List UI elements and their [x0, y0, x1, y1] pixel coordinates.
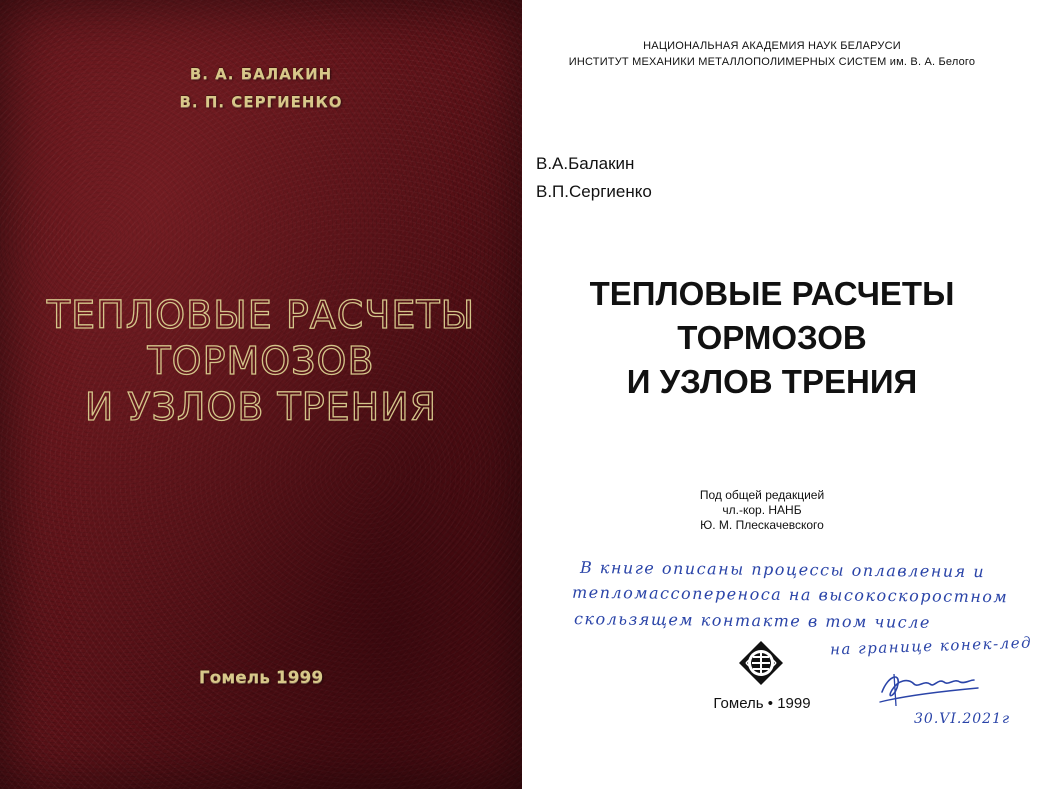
author-1: В.А.Балакин [536, 154, 635, 173]
handwritten-signature [874, 662, 984, 710]
cover-title-line-1: ТЕПЛОВЫЕ РАСЧЕТЫ [46, 293, 476, 337]
handwritten-date: 30.VI.2021г [914, 711, 1011, 727]
title-page [522, 0, 1044, 789]
author-2: В.П.Сергиенко [536, 182, 652, 201]
handwritten-note-line-4: на границе конек-лед [829, 633, 1033, 659]
cover-title-line-2: ТОРМОЗОВ [147, 339, 375, 383]
city-year: Гомель • 1999 [713, 695, 811, 712]
cover-title-line-3: И УЗЛОВ ТРЕНИЯ [84, 385, 438, 429]
handwritten-note-line-1: В книге описаны процессы оплавления и [579, 557, 986, 582]
institution-line-1: НАЦИОНАЛЬНАЯ АКАДЕМИЯ НАУК БЕЛАРУСИ [643, 40, 901, 52]
title-line-3: И УЗЛОВ ТРЕНИЯ [626, 363, 918, 400]
cover-title [0, 292, 522, 430]
handwritten-note-line-3: скользящем контакте в том числе [573, 609, 931, 632]
editor-line-1: Под общей редакцией [699, 488, 825, 502]
editor-line-3: Ю. М. Плескачевского [700, 518, 824, 532]
title-line-1: ТЕПЛОВЫЕ РАСЧЕТЫ [589, 275, 955, 312]
title-line-2: ТОРМОЗОВ [677, 319, 867, 356]
cover-city-year: Гомель 1999 [198, 668, 324, 688]
handwritten-note-line-2: тепломассопереноса на высокоскоростном [571, 582, 1009, 607]
institution-line-2: ИНСТИТУТ МЕХАНИКИ МЕТАЛЛОПОЛИМЕРНЫХ СИСТЕМ им. В. А. Белого [568, 56, 976, 68]
editor-line-2: чл.-кор. НАНБ [722, 503, 802, 517]
editor-block [652, 488, 872, 533]
institute-emblem-icon [738, 640, 784, 686]
cover-author-2: В. П. СЕРГИЕНКО [179, 93, 343, 111]
cover-author-1: В. А. БАЛАКИН [189, 65, 333, 83]
book-title [522, 272, 1022, 404]
